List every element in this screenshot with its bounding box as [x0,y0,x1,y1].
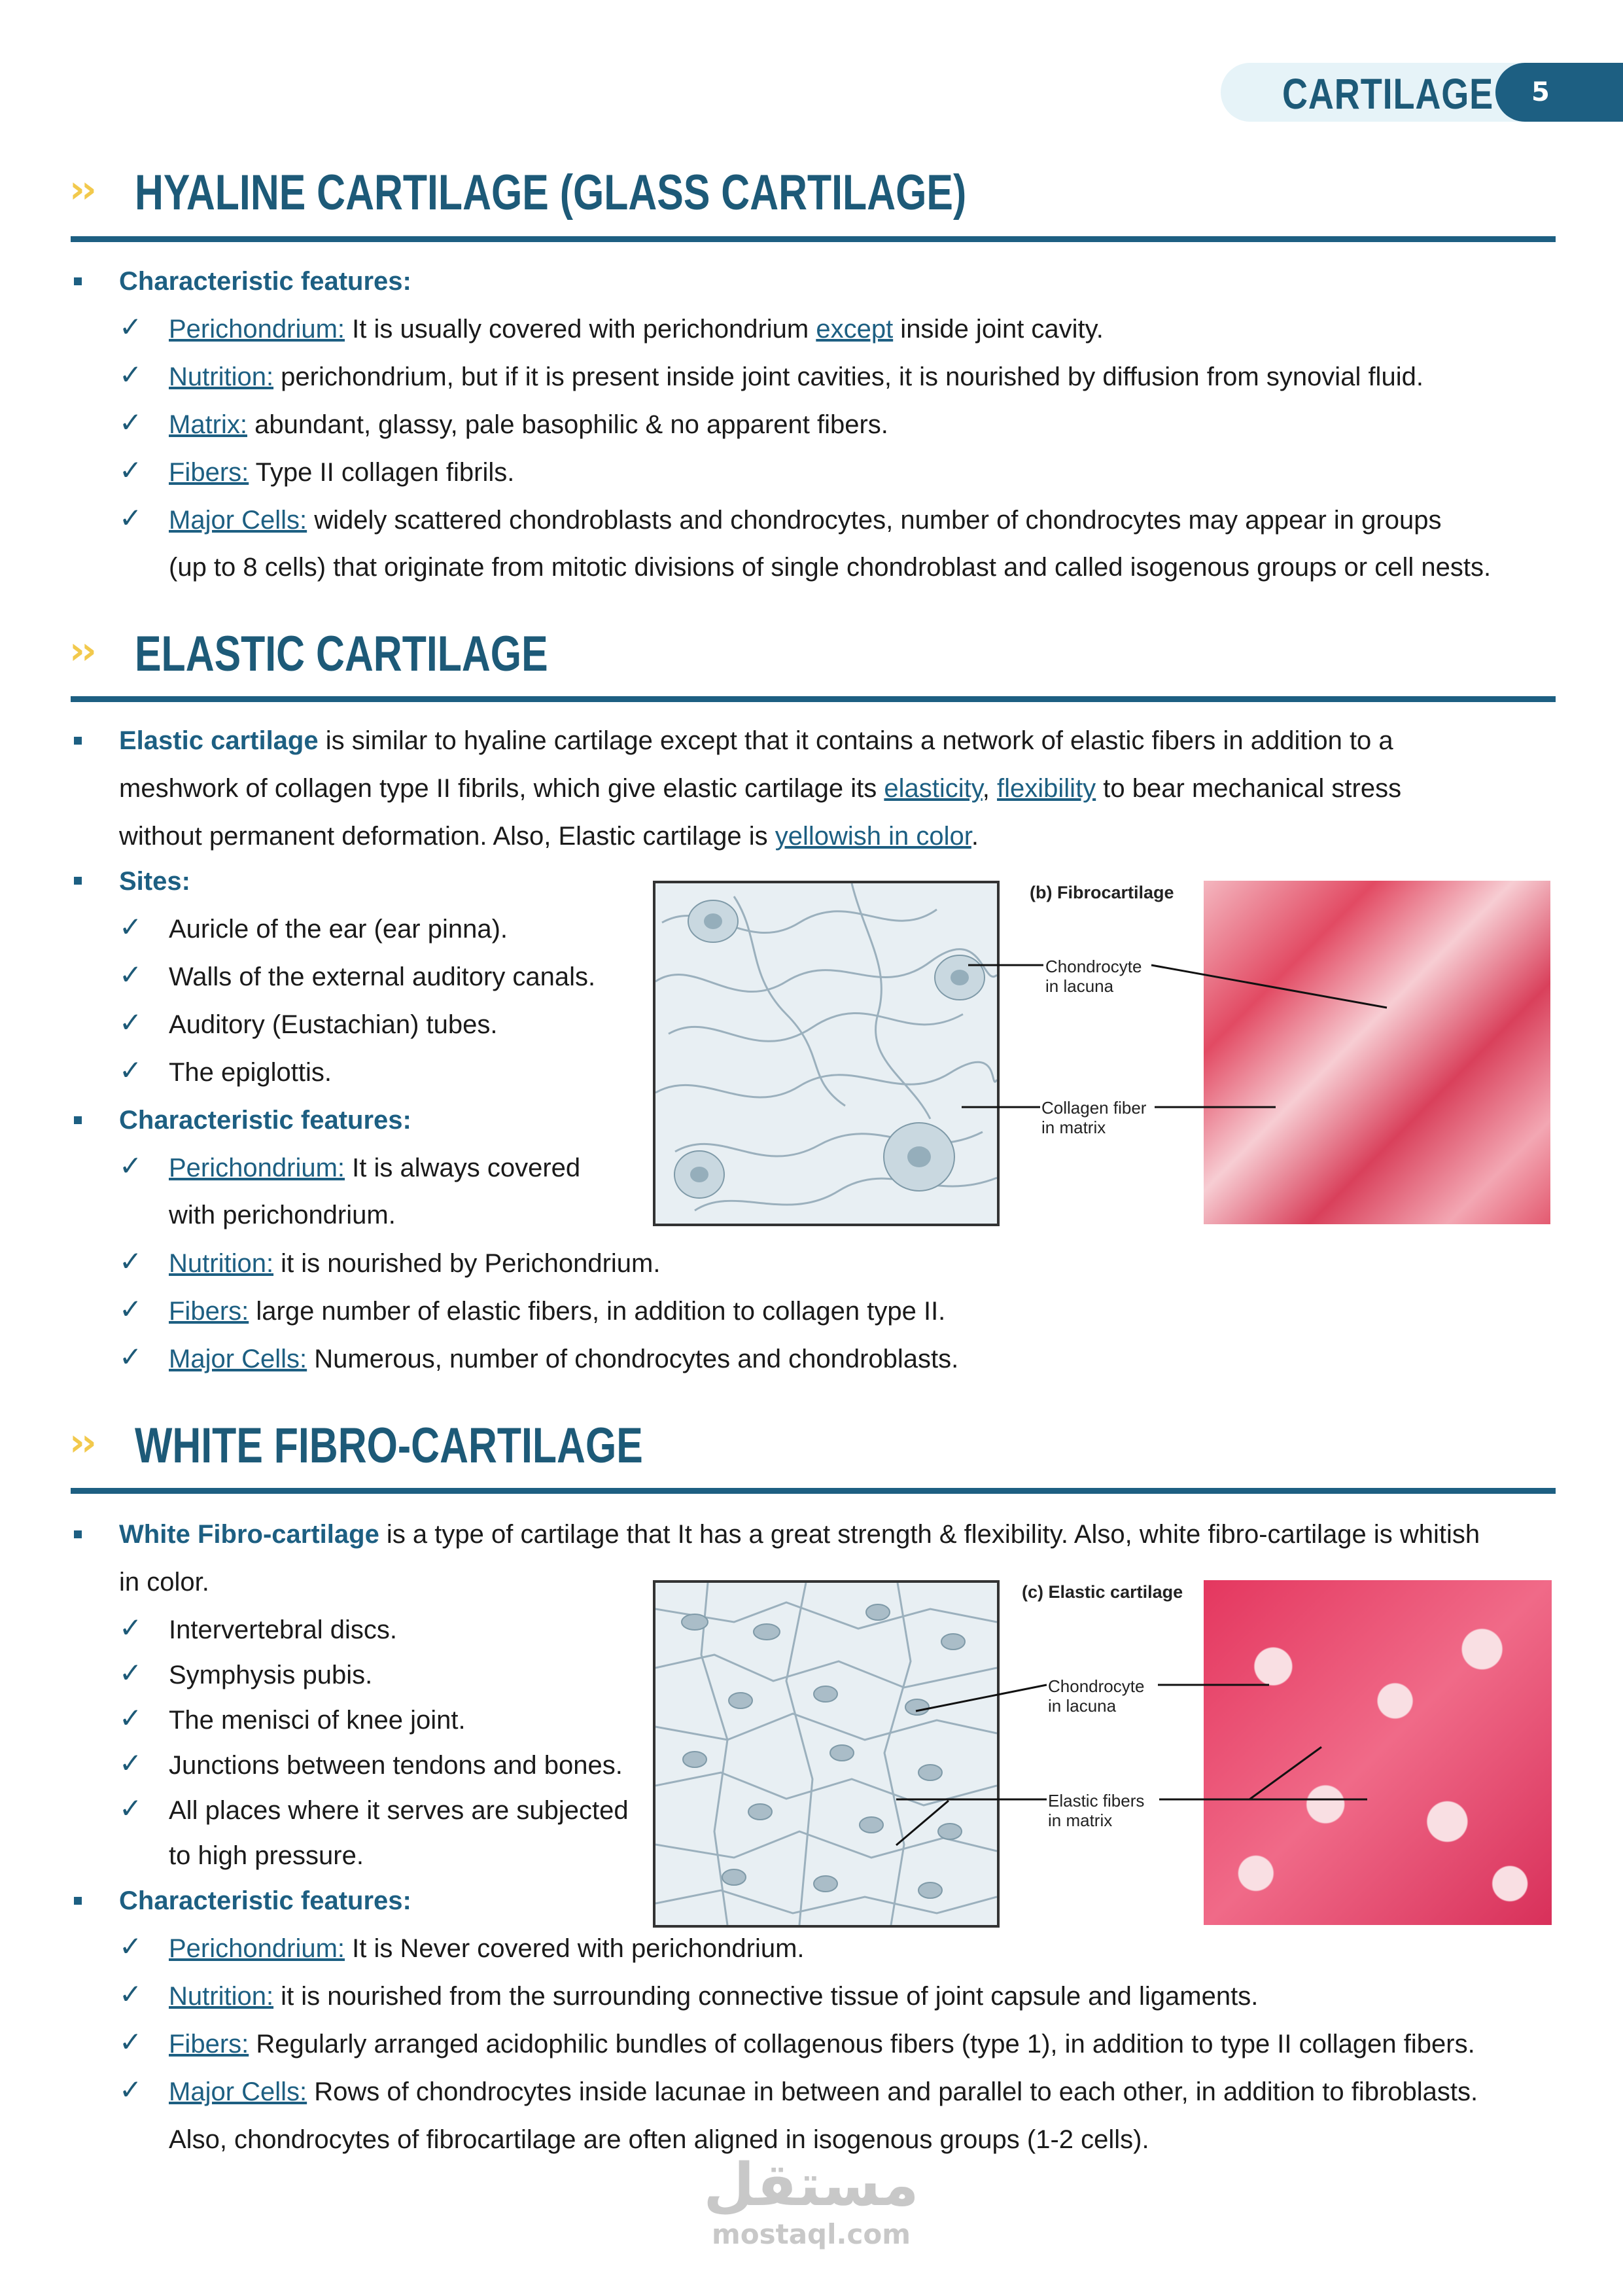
section-title-fibro: WHITE FIBRO-CARTILAGE [135,1418,643,1474]
figure-label: Chondrocyte in lacuna [1045,957,1142,996]
checkmark-icon: ✓ [119,959,143,991]
checkmark-icon: ✓ [119,1054,143,1086]
site-item-continuation: to high pressure. [169,1841,364,1870]
features-heading: Characteristic features: [119,1106,411,1135]
checkmark-icon: ✓ [119,1702,143,1734]
intro-paragraph-line: White Fibro-cartilage is a type of cartilage that It has a great strength & flexibility. Also, white fibro-cartilage is whitish [119,1520,1480,1549]
watermark-arabic: مستقل [703,2151,919,2219]
figure-title: (b) Fibrocartilage [1030,883,1174,902]
site-item: Walls of the external auditory canals. [169,963,596,991]
checkmark-icon: ✓ [119,1150,143,1182]
section-arrows-icon: ›› [69,1420,93,1464]
features-heading: Characteristic features: [119,267,411,296]
site-item: The epiglottis. [169,1058,332,1087]
checkmark-icon: ✓ [119,2026,143,2058]
figure-leader-lines [877,1649,1374,1865]
checkmark-icon: ✓ [119,1341,143,1373]
fibrocartilage-diagram [653,881,1000,1226]
section-divider [71,1488,1556,1494]
checkmark-icon: ✓ [119,311,143,343]
checkmark-icon: ✓ [119,1245,143,1277]
watermark-url: mostaql.com [712,2218,911,2250]
sites-heading: Sites: [119,867,190,896]
list-item-continuation: (up to 8 cells) that originate from mitotic divisions of single chondroblast and called isogenous groups or cell nests. [169,553,1492,582]
figure-label: Chondrocyte in lacuna [1048,1676,1145,1716]
site-item: The menisci of knee joint. [169,1706,466,1735]
site-item: All places where it serves are subjected [169,1796,629,1825]
checkmark-icon: ✓ [119,2074,143,2106]
checkmark-icon: ✓ [119,1930,143,1962]
features-heading: Characteristic features: [119,1886,411,1915]
bullet-square-icon [74,1897,82,1905]
checkmark-icon: ✓ [119,1978,143,2010]
checkmark-icon: ✓ [119,1657,143,1689]
checkmark-icon: ✓ [119,359,143,391]
list-item: Perichondrium: It is usually covered with perichondrium except inside joint cavity. [169,315,1104,344]
list-item: Nutrition: it is nourished by Perichondrium. [169,1249,661,1278]
intro-paragraph-line: without permanent deformation. Also, Elastic cartilage is yellowish in color. [119,822,979,851]
checkmark-icon: ✓ [119,406,143,438]
bullet-square-icon [74,1116,82,1124]
site-item: Auditory (Eustachian) tubes. [169,1010,498,1039]
list-item: Fibers: Regularly arranged acidophilic bundles of collagenous fibers (type 1), in addition to type II collagen fibers. [169,2030,1475,2058]
checkmark-icon: ✓ [119,1006,143,1038]
list-item: Fibers: large number of elastic fibers, in addition to collagen type II. [169,1297,946,1326]
section-divider [71,236,1556,242]
intro-paragraph-line: Elastic cartilage is similar to hyaline cartilage except that it contains a network of elastic fibers in addition to a [119,726,1393,755]
list-item: Major Cells: widely scattered chondroblasts and chondrocytes, number of chondrocytes may appear in groups [169,506,1442,535]
page-title: CARTILAGE [1282,69,1494,118]
list-item: Perichondrium: It is always covered [169,1154,581,1182]
intro-paragraph-line: meshwork of collagen type II fibrils, which give elastic cartilage its elasticity, flexibility to bear mechanical stress [119,774,1402,803]
checkmark-icon: ✓ [119,1612,143,1644]
figure-label: Elastic fibers in matrix [1048,1791,1145,1830]
fibrocartilage-diagram-svg [655,883,997,1224]
list-item: Perichondrium: It is Never covered with perichondrium. [169,1934,805,1963]
site-item: Symphysis pubis. [169,1661,373,1689]
list-item-continuation: Also, chondrocytes of fibrocartilage are often aligned in isogenous groups (1-2 cells). [169,2125,1149,2154]
intro-paragraph-line: in color. [119,1568,209,1597]
list-item: Major Cells: Numerous, number of chondrocytes and chondroblasts. [169,1345,959,1373]
bullet-square-icon [74,877,82,885]
page-number: 5 [1495,63,1623,122]
site-item: Intervertebral discs. [169,1616,398,1644]
section-arrows-icon: ›› [69,167,93,211]
list-item: Nutrition: perichondrium, but if it is present inside joint cavities, it is nourished by diffusion from synovial fluid. [169,362,1423,391]
figure-leader-lines [962,942,1406,1152]
section-title-elastic: ELASTIC CARTILAGE [135,626,548,682]
bullet-square-icon [74,1530,82,1538]
list-item: Fibers: Type II collagen fibrils. [169,458,515,487]
checkmark-icon: ✓ [119,454,143,486]
checkmark-icon: ✓ [119,1293,143,1325]
section-title-hyaline: HYALINE CARTILAGE (GLASS CARTILAGE) [135,165,967,221]
site-item: Auricle of the ear (ear pinna). [169,915,508,944]
bullet-square-icon [74,277,82,285]
list-item: Matrix: abundant, glassy, pale basophilic & no apparent fibers. [169,410,888,439]
checkmark-icon: ✓ [119,502,143,534]
bullet-square-icon [74,737,82,745]
list-item: Nutrition: it is nourished from the surrounding connective tissue of joint capsule and ligaments. [169,1982,1259,2011]
site-item: Junctions between tendons and bones. [169,1751,623,1780]
section-arrows-icon: ›› [69,628,93,673]
figure-title: (c) Elastic cartilage [1022,1582,1183,1602]
section-divider [71,696,1556,702]
checkmark-icon: ✓ [119,911,143,943]
checkmark-icon: ✓ [119,1747,143,1779]
list-item-continuation: with perichondrium. [169,1201,396,1229]
checkmark-icon: ✓ [119,1792,143,1824]
figure-label: Collagen fiber in matrix [1041,1098,1147,1137]
list-item: Major Cells: Rows of chondrocytes inside lacunae in between and parallel to each other, in addition to fibroblasts. [169,2077,1478,2106]
